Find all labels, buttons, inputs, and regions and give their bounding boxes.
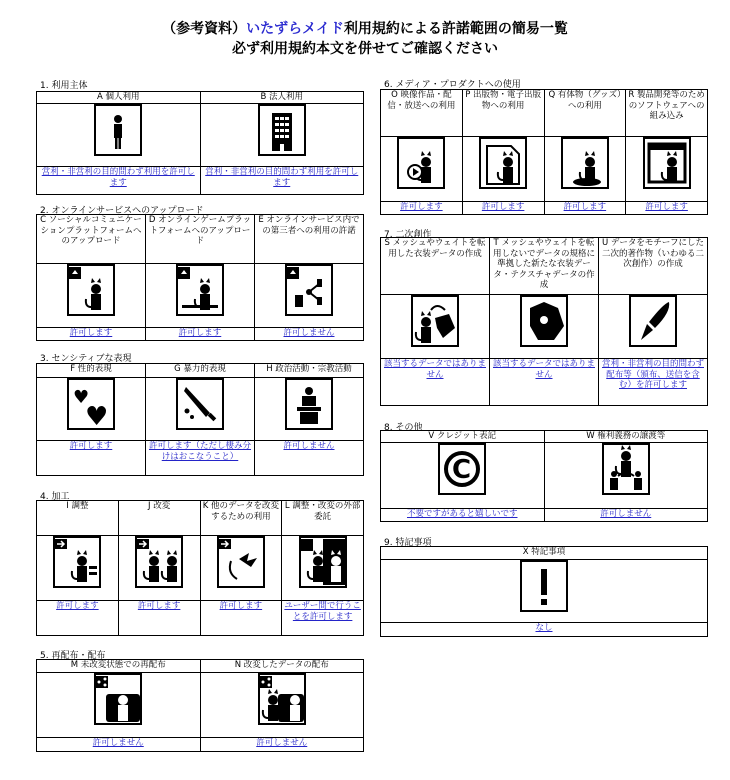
item-result: 営利・非営利の目的問わず利用を許可します: [37, 167, 201, 195]
hearts-icon: [67, 378, 115, 430]
item-icon-cell: [37, 378, 146, 441]
item-icon-cell: [462, 137, 544, 202]
item-result: 許可します: [146, 328, 255, 341]
result-row: [381, 359, 708, 406]
item-header: A 個人利用: [37, 92, 201, 104]
item-header: M 未改変状態での再配布: [37, 660, 201, 673]
item-icon-cell: [200, 536, 282, 601]
upload-monitor-icon: [176, 264, 224, 316]
item-icon-cell: [146, 378, 255, 441]
item-icon-cell: [255, 264, 364, 328]
item-result: 営利・非営利の目的問わず利用を許可します: [200, 167, 364, 195]
item-result: 該当するデータではありません: [490, 359, 599, 406]
page-subtitle: 必ず利用規約本文を併せてご確認ください: [232, 41, 498, 57]
header-row: [381, 90, 708, 137]
item-header: X 特記事項: [381, 547, 708, 560]
header-row: [37, 660, 364, 673]
item-icon-cell: [37, 673, 201, 738]
item-icon-cell: [381, 137, 463, 202]
share-folder-icon: [94, 673, 142, 725]
item-icon-cell: [544, 443, 708, 509]
license-table: [380, 89, 708, 215]
item-header: E オンラインサービス内での第三者への利用の許諾: [255, 215, 364, 264]
item-result: 許可しません: [255, 328, 364, 341]
header-row: [381, 238, 708, 295]
result-row: [37, 441, 364, 476]
item-icon-cell: [626, 137, 708, 202]
item-result: 許可します: [381, 202, 463, 215]
icon-row: [381, 443, 708, 509]
item-header: G 暴力的表現: [146, 364, 255, 378]
title-suffix: 利用規約による許諾範囲の簡易一覧: [343, 21, 568, 37]
item-icon-cell: [200, 104, 364, 167]
license-table: [36, 500, 364, 636]
result-row: [381, 202, 708, 215]
license-table: [380, 546, 708, 637]
item-result: ユーザー間で行うことを許可します: [282, 601, 364, 636]
item-header: W 権利義務の譲渡等: [544, 431, 708, 443]
item-icon-cell: [146, 264, 255, 328]
result-row: [37, 601, 364, 636]
modify-icon: [135, 536, 183, 588]
item-result: 許可します: [462, 202, 544, 215]
item-result: 許可します: [200, 601, 282, 636]
item-header: F 性的表現: [37, 364, 146, 378]
license-table: [36, 659, 364, 752]
item-header: I 調整: [37, 501, 119, 536]
copyright-icon: [438, 443, 486, 495]
item-header: J 改変: [118, 501, 200, 536]
video-icon: [397, 137, 445, 189]
header-row: [37, 364, 364, 378]
svg-text:♥: ♥: [85, 402, 109, 428]
header-row: [37, 501, 364, 536]
header-row: [381, 431, 708, 443]
item-result: 許可しません: [37, 738, 201, 752]
result-row: [381, 623, 708, 637]
item-icon-cell: [118, 536, 200, 601]
section-label: 8. その他: [384, 423, 423, 433]
icon-row: [37, 104, 364, 167]
section-label: 9. 特記事項: [384, 538, 432, 548]
icon-row: [381, 560, 708, 623]
item-result: 許可します: [544, 202, 626, 215]
person-icon: [94, 104, 142, 156]
section-label: 2. オンラインサービスへのアップロード: [40, 206, 204, 216]
item-header: H 政治活動・宗教活動: [255, 364, 364, 378]
item-header: P 出版物・電子出版物への利用: [462, 90, 544, 137]
item-result: 許可します（ただし棲み分けはおこなうこと）: [146, 441, 255, 476]
item-result: 許可しません: [200, 738, 364, 752]
result-row: [37, 328, 364, 341]
item-result: なし: [381, 623, 708, 637]
transfer-icon: [602, 443, 650, 495]
result-row: [37, 167, 364, 195]
header-row: [37, 215, 364, 264]
icon-row: [37, 673, 364, 738]
svg-text:♥: ♥: [73, 387, 90, 408]
icon-row: [37, 378, 364, 441]
item-header: V クレジット表記: [381, 431, 545, 443]
item-result: 許可しません: [255, 441, 364, 476]
item-icon-cell: [381, 443, 545, 509]
license-table: [380, 430, 708, 522]
icon-row: [381, 295, 708, 359]
upload-avatar-icon: [67, 264, 115, 316]
item-result: 許可しません: [544, 509, 708, 522]
share-modified-icon: [258, 673, 306, 725]
item-result: 営利・非営利の目的問わず配布等（頒布、送信を含む）を許可します: [599, 359, 708, 406]
item-icon-cell: [544, 137, 626, 202]
item-result: 許可します: [37, 328, 146, 341]
knife-icon: [176, 378, 224, 430]
item-header: U データをモチーフにした二次的著作物（いわゆる二次創作）の作成: [599, 238, 708, 295]
title-brand: いたずらメイド: [246, 21, 344, 37]
item-icon-cell: [599, 295, 708, 359]
item-icon-cell: [255, 378, 364, 441]
header-row: [381, 547, 708, 560]
section-label: 6. メディア・プロダクトへの使用: [384, 80, 521, 90]
window-icon: [643, 137, 691, 189]
item-icon-cell: [37, 104, 201, 167]
item-header: L 調整・改変の外部委託: [282, 501, 364, 536]
clothing-icon: [520, 295, 568, 347]
license-table: [36, 91, 364, 195]
item-icon-cell: [37, 264, 146, 328]
item-result: 許可します: [37, 601, 119, 636]
item-result: 該当するデータではありません: [381, 359, 490, 406]
svg-text:C: C: [452, 455, 472, 485]
upload-share-icon: [285, 264, 333, 316]
item-icon-cell: [282, 536, 364, 601]
item-icon-cell: [381, 295, 490, 359]
item-icon-cell: [200, 673, 364, 738]
podium-icon: [285, 378, 333, 430]
item-result: 不要ですがあると嬉しいです: [381, 509, 545, 522]
adjust-icon: [53, 536, 101, 588]
item-result: 許可します: [118, 601, 200, 636]
exclamation-icon: [520, 560, 568, 612]
item-result: 許可します: [37, 441, 146, 476]
section-label: 3. センシティブな表現: [40, 354, 132, 364]
section-label: 1. 利用主体: [40, 81, 88, 91]
icon-row: [37, 536, 364, 601]
clothing-transfer-icon: [411, 295, 459, 347]
item-header: C ソーシャルコミュニケーションプラットフォームへのアップロード: [37, 215, 146, 264]
license-table: [380, 237, 708, 406]
icon-row: [37, 264, 364, 328]
license-table: [36, 363, 364, 476]
item-header: Q 有体物（グッズ）への利用: [544, 90, 626, 137]
item-icon-cell: [37, 536, 119, 601]
header-row: [37, 92, 364, 104]
license-table: [36, 214, 364, 341]
item-header: B 法人利用: [200, 92, 364, 104]
icon-row: [381, 137, 708, 202]
result-row: [381, 509, 708, 522]
item-icon-cell: [381, 560, 708, 623]
document-icon: [479, 137, 527, 189]
section-label: 4. 加工: [40, 492, 70, 502]
item-header: S メッシュやウェイトを転用した衣装データの作成: [381, 238, 490, 295]
item-header: R 製品開発等のためのソフトウェアへの組み込み: [626, 90, 708, 137]
item-icon-cell: [490, 295, 599, 359]
page-title: [0, 18, 730, 38]
title-prefix: （参考資料）: [162, 21, 247, 37]
item-result: 許可します: [626, 202, 708, 215]
item-header: O 映像作品・配信・放送への利用: [381, 90, 463, 137]
result-row: [37, 738, 364, 752]
parts-icon: [217, 536, 265, 588]
section-label: 5. 再配布・配布: [40, 651, 106, 661]
item-header: K 他のデータを改変するための利用: [200, 501, 282, 536]
pen-icon: [629, 295, 677, 347]
building-icon: [258, 104, 306, 156]
outsource-icon: [299, 536, 347, 588]
item-header: D オンラインゲームプラットフォームへのアップロード: [146, 215, 255, 264]
figure-icon: [561, 137, 609, 189]
section-label: 7. 二次創作: [384, 230, 432, 240]
item-header: T メッシュやウェイトを転用しないでデータの規格に準拠した新たな衣装データ・テクスチャデータの作成: [490, 238, 599, 295]
item-header: N 改変したデータの配布: [200, 660, 364, 673]
